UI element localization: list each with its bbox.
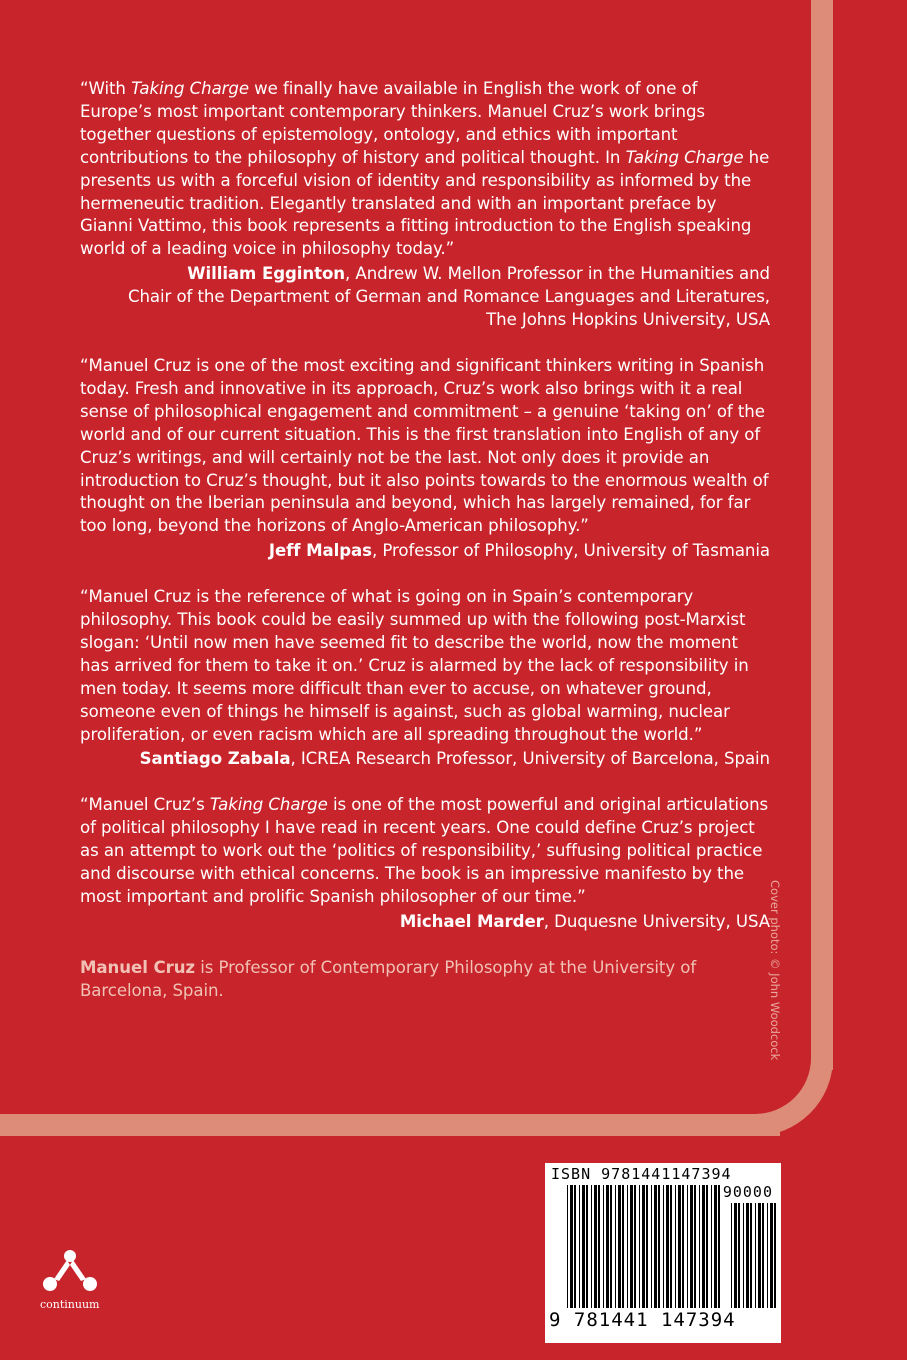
barcode-bar	[594, 1185, 597, 1308]
quote-segment: he presents us with a forceful vision of identity and responsibility as informed by the hermeneutic tradition. Elegantly translated and with an important preface by Gianni Vattimo, this book represents a fitting introduction to the English speaking world of a leading voice in philosophy today.”	[80, 147, 770, 259]
barcode-bar	[627, 1185, 628, 1308]
barcode-bar	[570, 1185, 573, 1308]
endorsement	[80, 355, 770, 563]
endorsement-quote	[80, 355, 770, 538]
decorative-band-vertical	[811, 0, 833, 1070]
endorsement-quote	[80, 586, 770, 746]
barcode	[545, 1163, 781, 1343]
author-bio	[80, 957, 770, 1003]
barcode-bar	[634, 1185, 636, 1308]
barcode-bar	[770, 1203, 773, 1308]
barcode-bar	[682, 1185, 684, 1308]
endorsement	[80, 586, 770, 771]
barcode-bar	[746, 1203, 749, 1308]
publisher-name: continuum	[40, 1298, 100, 1311]
endorser-name: Santiago Zabala	[139, 749, 291, 769]
bio-text: is Professor of Contemporary Philosophy at the University of Barcelona, Spain.	[80, 957, 697, 1000]
price-code: 90000	[722, 1183, 773, 1201]
barcode-bar	[618, 1185, 621, 1308]
barcode-bar	[731, 1203, 732, 1308]
quote-segment: “Manuel Cruz’s	[80, 795, 210, 815]
isbn-label: ISBN 9781441147394	[551, 1165, 732, 1183]
quote-segment: is one of the most powerful and original articulations of political philosophy I have read in recent years. One could define Cruz’s project as an attempt to work out the ‘politics of responsibility,’ suffusing political practice and discourse with ethical concerns. The book is an impressive manifesto by the most important and prolific Spanish philosopher of our time.”	[80, 795, 769, 906]
barcode-bar	[639, 1185, 640, 1308]
endorser-affiliation: Chair of the Department of German and Romance Languages and Literatures,	[127, 287, 770, 307]
endorser-affiliation: , Duquesne University, USA	[543, 911, 770, 931]
barcode-bar	[687, 1185, 688, 1308]
endorsement	[80, 78, 770, 332]
barcode-bar	[694, 1185, 696, 1308]
photo-credit: Cover photo: © John Woodcock	[768, 880, 782, 1061]
bio-name: Manuel Cruz	[80, 957, 196, 977]
barcode-bar	[767, 1203, 768, 1308]
barcode-bar	[758, 1203, 761, 1308]
endorsement-list	[80, 78, 770, 957]
barcode-bar	[622, 1185, 624, 1308]
barcode-bar	[654, 1185, 657, 1308]
barcode-bar	[675, 1185, 676, 1308]
barcode-bar	[738, 1203, 740, 1308]
barcode-bar	[670, 1185, 672, 1308]
barcode-bar	[714, 1185, 717, 1308]
barcode-bar	[615, 1185, 616, 1308]
barcode-bar	[582, 1185, 585, 1308]
blurb-column	[80, 78, 770, 1019]
barcode-bar	[774, 1203, 776, 1308]
barcode-bar	[699, 1185, 700, 1308]
barcode-bar	[750, 1203, 752, 1308]
barcode-bar	[666, 1185, 669, 1308]
barcode-bar	[610, 1185, 612, 1308]
endorsement-attribution	[80, 748, 770, 771]
barcode-bar	[567, 1185, 568, 1308]
endorsement-quote	[80, 794, 770, 909]
quote-segment: “Manuel Cruz is the reference of what is going on in Spain’s contemporary philosophy. This book could be easily summed up with the following post-Marxist slogan: ‘Until now men have seemed fit to describe the world, now the moment has arrived for them to take it on.’ Cruz is alarmed by the lack of responsibility in men today. It seems more difficult than ever to accuse, on whatever ground, someone even of things he himself is against, such as global warming, nuclear proliferation, or even racism which are all spreading throughout the world.”	[80, 587, 749, 744]
endorsement-attribution	[80, 540, 770, 563]
decorative-band-horizontal	[0, 1114, 780, 1136]
barcode-bar	[591, 1185, 592, 1308]
barcode-bar	[702, 1185, 705, 1308]
book-title: Taking Charge	[131, 79, 249, 98]
barcode-bar	[606, 1185, 609, 1308]
barcode-bar	[574, 1185, 576, 1308]
endorser-affiliation: , ICREA Research Professor, University of Barcelona, Spain	[290, 749, 770, 769]
book-title: Taking Charge	[209, 795, 328, 815]
barcode-bar	[734, 1203, 737, 1308]
quote-segment: we finally have available in English the work of one of Europe’s most important contemporary thinkers. Manuel Cruz’s work brings together questions of epistemology, ontology, and ethics with important contributions to the philosophy of history and political thought. In	[80, 79, 705, 167]
endorser-name: William Egginton	[187, 264, 346, 284]
endorsement-attribution	[80, 263, 770, 332]
barcode-bar	[678, 1185, 681, 1308]
endorser-affiliation: The Johns Hopkins University, USA	[486, 310, 770, 330]
barcode-bar	[603, 1185, 604, 1308]
barcode-bar	[586, 1185, 588, 1308]
barcode-bar	[743, 1203, 744, 1308]
endorser-name: Jeff Malpas	[268, 541, 372, 561]
endorsement-quote	[80, 78, 770, 261]
barcode-bar	[718, 1185, 720, 1308]
barcode-bar	[755, 1203, 756, 1308]
barcode-bar	[579, 1185, 580, 1308]
barcode-bar	[598, 1185, 600, 1308]
quote-segment: “Manuel Cruz is one of the most exciting and significant thinkers writing in Spanish today. Fresh and innovative in its approach, Cruz’s work also brings with it a real sense of philosophical engagement and commitment – a genuine ‘taking on’ of the world and of our current situation. This is the first translation into English of any of Cruz’s writings, and will certainly not be the last. Not only does it provide an introduction to Cruz’s thought, but it also points towards to the enormous wealth of thought on the Iberian peninsula and beyond, which has largely remained, for far too long, beyond the horizons of Anglo-American philosophy.”	[80, 355, 769, 536]
barcode-bar	[658, 1185, 660, 1308]
isbn-digits: 9 781441 147394	[549, 1309, 736, 1331]
barcode-bar	[630, 1185, 633, 1308]
barcode-bar	[646, 1185, 648, 1308]
endorsement	[80, 794, 770, 933]
quote-segment: “With	[80, 79, 132, 98]
barcode-bar	[711, 1185, 712, 1308]
endorser-affiliation: , Andrew W. Mellon Professor in the Humanities and	[345, 264, 770, 284]
logo-dot-top	[64, 1250, 76, 1262]
barcode-bar	[762, 1203, 764, 1308]
endorsement-attribution	[80, 911, 770, 934]
endorser-affiliation: , Professor of Philosophy, University of Tasmania	[371, 541, 770, 561]
barcode-bar	[651, 1185, 652, 1308]
barcode-bar	[706, 1185, 708, 1308]
book-title: Taking Charge	[625, 147, 744, 167]
barcode-bar	[690, 1185, 693, 1308]
endorser-name: Michael Marder	[399, 911, 544, 931]
barcode-bar	[663, 1185, 664, 1308]
barcode-bar	[642, 1185, 645, 1308]
